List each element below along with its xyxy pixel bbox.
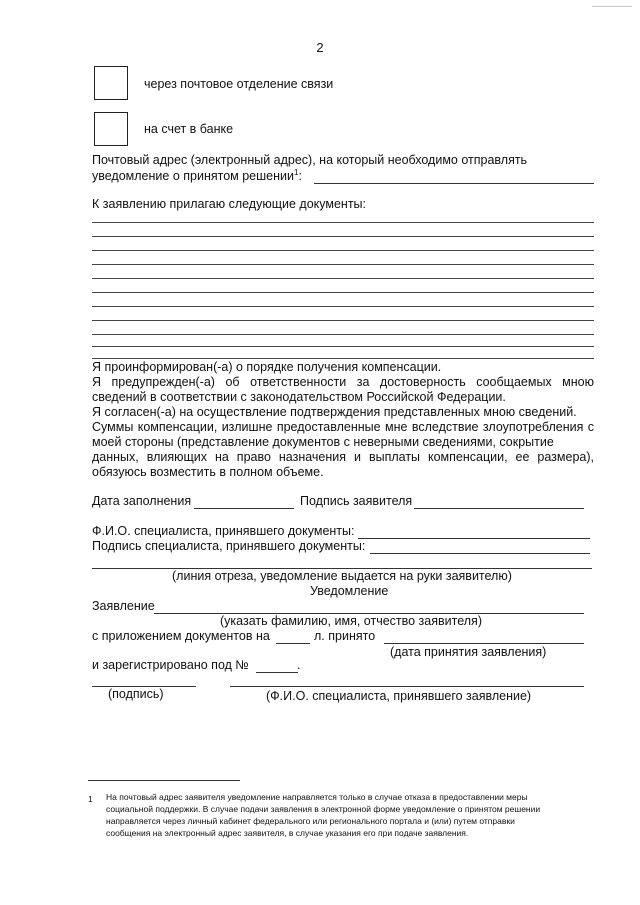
attachments-sheets-field[interactable] xyxy=(276,643,310,644)
documents-line[interactable] xyxy=(92,306,594,307)
footnote-mark: 1 xyxy=(293,167,299,177)
statement-warned-cont: сведений в соответствии с законодательством Российской Федерации. xyxy=(92,390,506,404)
statement-refund-end: обязуюсь возместить в полном объеме. xyxy=(92,465,324,479)
checkbox-post-office-label: через почтовое отделение связи xyxy=(144,77,334,91)
top-edge-rule xyxy=(592,6,632,7)
postal-address-field[interactable] xyxy=(314,183,594,184)
documents-line[interactable] xyxy=(92,346,594,347)
fill-date-field[interactable] xyxy=(194,508,294,509)
checkbox-bank-account[interactable] xyxy=(94,112,128,146)
documents-line[interactable] xyxy=(92,334,594,335)
checkbox-bank-account-label: на счет в банке xyxy=(144,122,234,136)
specialist-signature-label: Подпись специалиста, принявшего документы: xyxy=(92,539,366,553)
notice-title: Уведомление xyxy=(310,584,389,598)
postal-address-label-cont: уведомление о принятом решении$^1$: xyxy=(92,167,302,183)
applicant-signature-label: Подпись заявителя xyxy=(300,494,413,508)
accepted-label: л. принято xyxy=(314,629,376,643)
cut-line-caption: (линия отреза, уведомление выдается на руки заявителю) xyxy=(172,569,512,583)
fill-date-label: Дата заполнения xyxy=(92,494,192,508)
documents-line[interactable] xyxy=(92,278,594,279)
documents-line[interactable] xyxy=(92,358,594,359)
acceptance-date-field[interactable] xyxy=(384,643,584,644)
footnote-text: социальной поддержки. В случае подачи заявления в электронной форме уведомление о принятом решении xyxy=(106,804,541,814)
statement-refund-cont: данных, влияющих на право назначения и выплаты компенсации, ее размера), xyxy=(92,450,594,464)
statement-refund: Суммы компенсации, излишне предоставленные мне вследствие злоупотребления с xyxy=(92,420,594,434)
application-label: Заявление xyxy=(92,599,155,613)
specialist-signature-field[interactable] xyxy=(370,553,590,554)
statement-warned: Я предупрежден(-а) об ответственности за достоверность сообщаемых мною xyxy=(92,375,594,389)
registered-label: и зарегистрировано под № xyxy=(92,658,249,672)
applicant-name-caption: (указать фамилию, имя, отчество заявителя) xyxy=(220,614,482,628)
statement-refund-cont: моей стороны (представление документов с неверными сведениями, сокрытие xyxy=(92,435,554,449)
specialist-caption: (Ф.И.О. специалиста, принявшего заявление) xyxy=(266,689,532,703)
documents-line[interactable] xyxy=(92,236,594,237)
documents-line[interactable] xyxy=(92,292,594,293)
statement-consent: Я согласен(-а) на осуществление подтверждения представленных мною сведений. xyxy=(92,405,577,419)
documents-line[interactable] xyxy=(92,250,594,251)
registration-number-field[interactable] xyxy=(256,672,298,673)
statement-informed: Я проинформирован(-а) о порядке получения компенсации. xyxy=(92,360,442,374)
attachments-label: с приложением документов на xyxy=(92,629,270,643)
footnote-text: На почтовый адрес заявителя уведомление направляется только в случае отказа в предоставлении меры xyxy=(106,792,528,802)
documents-line[interactable] xyxy=(92,222,594,223)
footnote-number: 1 xyxy=(88,794,93,804)
signature-caption: (подпись) xyxy=(108,687,164,701)
specialist-name-label: Ф.И.О. специалиста, принявшего документы: xyxy=(92,524,355,538)
footnote-separator xyxy=(88,780,240,781)
page-number: 2 xyxy=(316,40,324,55)
documents-line[interactable] xyxy=(92,264,594,265)
registered-period: . xyxy=(297,658,301,672)
notice-specialist-name-field[interactable] xyxy=(230,686,584,687)
specialist-name-field[interactable] xyxy=(358,538,590,539)
documents-heading: К заявлению прилагаю следующие документы: xyxy=(92,197,366,211)
postal-address-label: Почтовый адрес (электронный адрес), на который необходимо отправлять xyxy=(92,153,528,167)
acceptance-date-caption: (дата принятия заявления) xyxy=(390,645,547,659)
checkbox-post-office[interactable] xyxy=(94,66,128,100)
documents-line[interactable] xyxy=(92,320,594,321)
footnote-text: сообщения на электронный адрес заявителя, в случае указания его при подаче заявления. xyxy=(106,828,469,838)
footnote-text: направляется через личный кабинет федерального или регионального портала и (или) путем отправки xyxy=(106,816,515,826)
applicant-signature-field[interactable] xyxy=(414,508,584,509)
